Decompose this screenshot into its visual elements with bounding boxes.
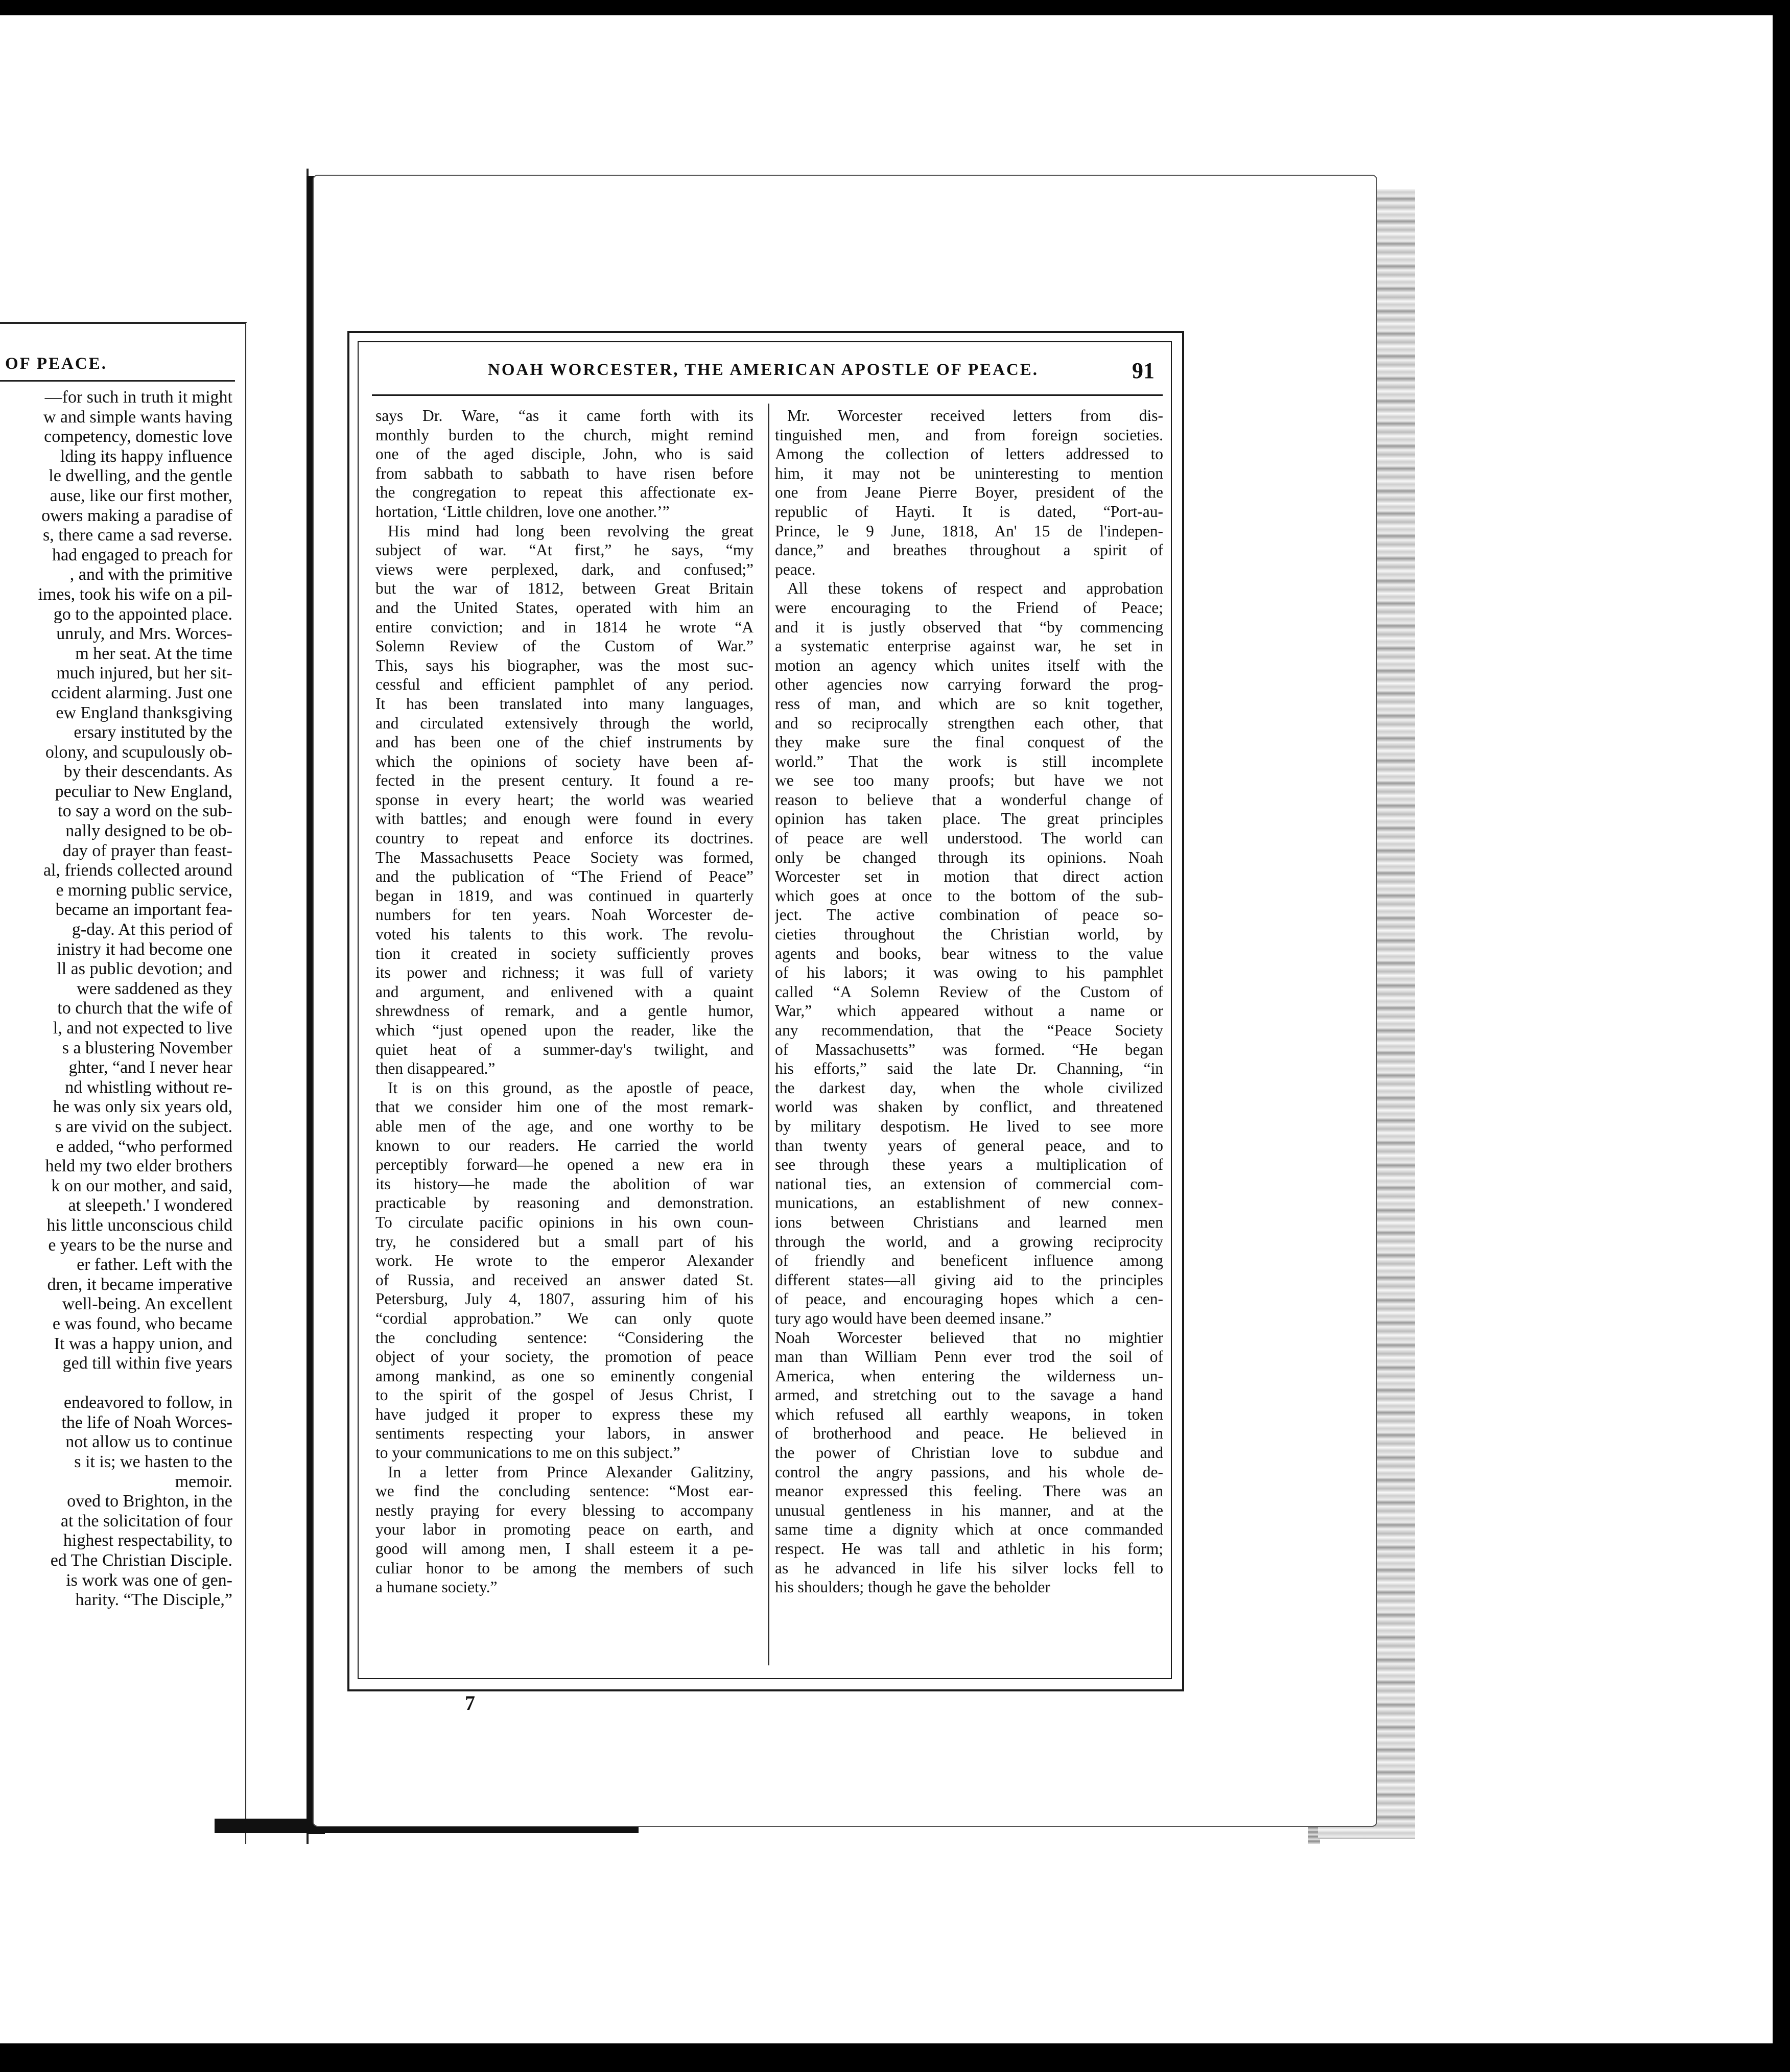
text-line: ions between Christians and learned men bbox=[775, 1213, 1163, 1231]
text-line: Among the collection of letters addressed to bbox=[775, 445, 1163, 463]
text-line: competency, domestic love bbox=[44, 427, 232, 446]
text-line: world.” That the work is still incomplete bbox=[775, 752, 1163, 770]
text-column-left bbox=[375, 406, 753, 1597]
text-line: not allow us to continue bbox=[65, 1432, 232, 1452]
text-line: of friendly and beneficent influence among bbox=[775, 1252, 1163, 1270]
text-line: one from Jeane Pierre Boyer, president of the bbox=[775, 483, 1163, 502]
text-line: ress of man, and which are so knit together, bbox=[775, 694, 1163, 713]
text-line: to the spirit of the gospel of Jesus Christ, I bbox=[375, 1386, 753, 1404]
text-line: which goes at once to the bottom of the sub- bbox=[775, 886, 1163, 905]
text-line: k on our mother, and said, bbox=[51, 1176, 232, 1195]
text-line: and circulated extensively through the world, bbox=[375, 714, 753, 732]
text-line: only be changed through its opinions. Noah bbox=[775, 848, 1163, 866]
text-line: by military despotism. He lived to see more bbox=[775, 1117, 1163, 1135]
text-line: dren, it became imperative bbox=[47, 1275, 232, 1294]
text-line: highest respectability, to bbox=[63, 1531, 232, 1550]
text-line: oved to Brighton, in the bbox=[67, 1492, 232, 1511]
text-line: m her seat. At the time bbox=[75, 644, 232, 663]
text-line: tury ago would have been deemed insane.” bbox=[775, 1309, 1052, 1327]
text-line: dance,” and breathes throughout a spirit of bbox=[775, 541, 1163, 559]
scan-border-top bbox=[0, 0, 1790, 15]
text-line: other agencies now carrying forward the prog- bbox=[775, 675, 1163, 694]
text-line: by their descendants. As bbox=[63, 762, 232, 782]
text-line: hortation, ‘Little children, love one another.’” bbox=[375, 502, 670, 521]
text-line: It is on this ground, as the apostle of peace, bbox=[388, 1078, 753, 1097]
text-line: country to repeat and enforce its doctrines. bbox=[375, 829, 753, 847]
text-line: unruly, and Mrs. Worces- bbox=[56, 624, 232, 644]
text-line: his little unconscious child bbox=[46, 1215, 232, 1235]
text-line: of his labors; it was owing to his pamphlet bbox=[775, 963, 1163, 982]
running-head bbox=[358, 358, 1170, 384]
text-line: to your communications to me on this subject.” bbox=[375, 1444, 680, 1462]
text-line: cieties throughout the Christian world, by bbox=[775, 925, 1163, 944]
text-line: imes, took his wife on a pil- bbox=[38, 584, 232, 604]
text-line: which refused all earthly weapons, in token bbox=[775, 1405, 1163, 1423]
text-line: of Russia, and received an answer dated St. bbox=[375, 1270, 753, 1289]
text-line: s it is; we hasten to the bbox=[74, 1452, 232, 1472]
text-line: through the world, and a growing reciprocity bbox=[775, 1232, 1163, 1251]
text-line: Noah Worcester believed that no mightier bbox=[775, 1328, 1163, 1347]
text-line: but the war of 1812, between Great Britain bbox=[375, 579, 753, 598]
text-line: we see too many proofs; but have we not bbox=[775, 771, 1163, 790]
text-line: ged till within five years bbox=[62, 1354, 232, 1373]
text-line: This, says his biographer, was the most suc- bbox=[375, 656, 753, 674]
text-line: unusual gentleness in his manner, and at the bbox=[775, 1501, 1163, 1519]
text-line: go to the appointed place. bbox=[53, 604, 232, 624]
text-line: peculiar to New England, bbox=[55, 782, 232, 801]
text-line: e was found, who became bbox=[52, 1314, 232, 1333]
text-line: er father. Left with the bbox=[77, 1255, 232, 1275]
scan-border-bottom bbox=[0, 2043, 1790, 2072]
text-line: and so reciprocally strengthen each other, that bbox=[775, 714, 1163, 732]
page-number: 91 bbox=[1132, 358, 1155, 383]
text-line: ersary instituted by the bbox=[74, 723, 232, 742]
text-line: which the opinions of society have been af- bbox=[375, 752, 753, 770]
text-line: respect. He was tall and athletic in his form; bbox=[775, 1540, 1163, 1558]
text-line: the life of Noah Worces- bbox=[61, 1412, 232, 1432]
scan-border-right bbox=[1773, 0, 1790, 2072]
text-line: numbers for ten years. Noah Worcester de- bbox=[375, 906, 753, 924]
text-line: called “A Solemn Review of the Custom of bbox=[775, 982, 1163, 1001]
text-line: to say a word on the sub- bbox=[58, 802, 232, 821]
text-line: good will among men, I shall esteem it a pe- bbox=[375, 1540, 753, 1558]
text-line: day of prayer than feast- bbox=[62, 841, 232, 860]
text-line: Solemn Review of the Custom of War.” bbox=[375, 637, 753, 655]
text-line: Worcester set in motion that direct action bbox=[775, 867, 1163, 886]
head-rule bbox=[372, 394, 1163, 396]
text-line: of peace, and encouraging hopes which a cen- bbox=[775, 1290, 1163, 1308]
text-line: have judged it proper to express these my bbox=[375, 1405, 753, 1423]
text-line: and has been one of the chief instruments by bbox=[375, 733, 753, 751]
text-line: w and simple wants having bbox=[43, 407, 232, 427]
text-line: work. He wrote to the emperor Alexander bbox=[375, 1252, 753, 1270]
text-line: It was a happy union, and bbox=[54, 1334, 232, 1353]
text-line: practicable by reasoning and demonstration. bbox=[375, 1194, 753, 1212]
text-line: try, he considered but a small part of his bbox=[375, 1232, 753, 1251]
text-line: at the solicitation of four bbox=[60, 1511, 232, 1531]
text-line: and it is justly observed that “by commencing bbox=[775, 618, 1163, 636]
text-line: him, it may not be uninteresting to mention bbox=[775, 464, 1163, 482]
text-line: at sleepeth.' I wondered bbox=[68, 1196, 232, 1215]
text-line: became an important fea- bbox=[55, 900, 232, 920]
text-line: Prince, le 9 June, 1818, An' 15 de l'indepen- bbox=[775, 522, 1163, 540]
text-line: al, friends collected around bbox=[43, 861, 232, 880]
column-divider bbox=[768, 404, 769, 1665]
text-line: man than William Penn ever trod the soil of bbox=[775, 1348, 1163, 1366]
text-line: able men of the age, and one worthy to be bbox=[375, 1117, 753, 1135]
text-line: of peace are well understood. The world can bbox=[775, 829, 1163, 847]
left-page-text bbox=[0, 388, 232, 1610]
text-line: It has been translated into many languages, bbox=[375, 694, 753, 713]
text-line: America, when entering the wilderness un- bbox=[775, 1367, 1163, 1385]
text-line: any recommendation, that the “Peace Society bbox=[775, 1021, 1163, 1039]
text-line: munications, an establishment of new connex- bbox=[775, 1194, 1163, 1212]
text-line: world was shaken by conflict, and threatened bbox=[775, 1098, 1163, 1116]
text-line: were saddened as they bbox=[77, 979, 232, 998]
text-line: he was only six years old, bbox=[53, 1097, 232, 1117]
text-line: which “just opened upon the reader, like the bbox=[375, 1021, 753, 1039]
text-line: To circulate pacific opinions in his own coun- bbox=[375, 1213, 753, 1231]
text-line: , and with the primitive bbox=[69, 565, 232, 584]
text-line: says Dr. Ware, “as it came forth with its bbox=[375, 407, 753, 425]
text-line: among mankind, as one so eminently congenial bbox=[375, 1367, 753, 1385]
signature-mark: 7 bbox=[465, 1691, 475, 1714]
text-line: republic of Hayti. It is dated, “Port-au- bbox=[775, 502, 1163, 521]
text-line: s a blustering November bbox=[62, 1038, 232, 1057]
text-line: were encouraging to the Friend of Peace; bbox=[775, 598, 1163, 617]
text-line: nestly praying for every blessing to accompany bbox=[375, 1501, 753, 1519]
text-line: sponse in every heart; the world was wearied bbox=[375, 790, 753, 809]
left-head-rule bbox=[0, 380, 235, 382]
text-line: In a letter from Prince Alexander Galitziny, bbox=[388, 1463, 753, 1481]
text-line: well-being. An excellent bbox=[62, 1294, 232, 1314]
text-line: began in 1819, and was continued in quarterly bbox=[375, 886, 753, 905]
text-line: views were perplexed, dark, and confused;” bbox=[375, 560, 753, 578]
text-line: its power and richness; it was full of variety bbox=[375, 963, 753, 982]
text-line: they make sure the final conquest of the bbox=[775, 733, 1163, 751]
text-line: of brotherhood and peace. He believed in bbox=[775, 1424, 1163, 1443]
text-line: same time a dignity which at once commanded bbox=[775, 1520, 1163, 1539]
text-line: His mind had long been revolving the great bbox=[388, 522, 753, 540]
text-line: and argument, and enlivened with a quaint bbox=[375, 982, 753, 1001]
text-line: lding its happy influence bbox=[60, 446, 232, 466]
text-line: of Massachusetts” was formed. “He began bbox=[775, 1040, 1163, 1058]
text-line: from sabbath to sabbath to have risen before bbox=[375, 464, 753, 482]
text-line: one of the aged disciple, John, who is said bbox=[375, 445, 753, 463]
text-line: e added, “who performed bbox=[56, 1137, 232, 1156]
text-line: and the United States, operated with him an bbox=[375, 598, 753, 617]
text-line: ll as public devotion; and bbox=[57, 959, 232, 979]
text-line: your labor in promoting peace on earth, and bbox=[375, 1520, 753, 1539]
text-line: All these tokens of respect and approbation bbox=[787, 579, 1163, 598]
text-line: is work was one of gen- bbox=[66, 1570, 232, 1590]
text-line: meanor expressed this feeling. There was an bbox=[775, 1482, 1163, 1500]
text-line: fected in the present century. It found a re- bbox=[375, 771, 753, 790]
text-line: e years to be the nurse and bbox=[48, 1235, 232, 1255]
text-line: ghter, “and I never hear bbox=[68, 1058, 232, 1077]
text-line: ccident alarming. Just one bbox=[51, 683, 232, 702]
text-line: than twenty years of general peace, and to bbox=[775, 1136, 1163, 1155]
text-line: endeavored to follow, in bbox=[63, 1393, 232, 1412]
text-line: voted his talents to this work. The revolu- bbox=[375, 925, 753, 944]
text-line: “cordial approbation.” We can only quote bbox=[375, 1309, 753, 1327]
text-line: a systematic enterprise against war, he set in bbox=[775, 637, 1163, 655]
text-line: to church that the wife of bbox=[57, 999, 232, 1018]
text-line: agents and books, bear witness to the value bbox=[775, 944, 1163, 962]
text-line: shrewdness of remark, and a gentle humor, bbox=[375, 1002, 753, 1020]
text-line bbox=[0, 1374, 232, 1394]
text-line: culiar honor to be among the members of such bbox=[375, 1559, 753, 1577]
text-line: that we consider him one of the most remark- bbox=[375, 1098, 753, 1116]
text-column-right bbox=[775, 406, 1163, 1597]
text-line: entire conviction; and in 1814 he wrote “A bbox=[375, 618, 753, 636]
text-line: s, there came a sad reverse. bbox=[43, 526, 232, 545]
text-line: the power of Christian love to subdue and bbox=[775, 1444, 1163, 1462]
text-line: his efforts,” said the late Dr. Channing, “in bbox=[775, 1059, 1163, 1078]
text-line: held my two elder brothers bbox=[45, 1157, 232, 1176]
text-line: tinguished men, and from foreign societies. bbox=[775, 426, 1163, 444]
text-line: nd whistling without re- bbox=[65, 1077, 232, 1097]
text-line: much injured, but her sit- bbox=[56, 664, 232, 683]
text-line: ause, like our first mother, bbox=[50, 486, 232, 505]
text-line: known to our readers. He carried the world bbox=[375, 1136, 753, 1155]
text-line: as he advanced in life his silver locks fell to bbox=[775, 1559, 1163, 1577]
text-line: War,” which appeared without a name or bbox=[775, 1002, 1163, 1020]
text-line: —for such in truth it might bbox=[44, 388, 232, 407]
text-line: olony, and scupulously ob- bbox=[45, 742, 232, 762]
text-line: le dwelling, and the gentle bbox=[49, 466, 232, 486]
text-line: cessful and efficient pamphlet of any period. bbox=[375, 675, 753, 694]
text-line: sentiments respecting your labors, in answer bbox=[375, 1424, 753, 1443]
text-line: the darkest day, when the whole civilized bbox=[775, 1078, 1163, 1097]
text-line: control the angry passions, and his whole de- bbox=[775, 1463, 1163, 1481]
text-line: owers making a paradise of bbox=[41, 506, 232, 525]
left-page-frame bbox=[0, 322, 247, 1844]
text-line: we find the concluding sentence: “Most ear- bbox=[375, 1482, 753, 1500]
text-line: s are vivid on the subject. bbox=[55, 1117, 232, 1136]
text-line: inistry it had become one bbox=[57, 939, 232, 959]
text-line: tion it created in society sufficiently proves bbox=[375, 944, 753, 962]
text-line: then disappeared.” bbox=[375, 1059, 496, 1078]
left-running-head: OF PEACE. bbox=[5, 355, 107, 373]
text-line: The Massachusetts Peace Society was formed, bbox=[375, 848, 753, 866]
text-line: Petersburg, July 4, 1807, assuring him of his bbox=[375, 1290, 753, 1308]
text-line: g-day. At this period of bbox=[72, 920, 232, 939]
text-line: national ties, an extension of commercial com- bbox=[775, 1174, 1163, 1193]
text-line: perceptibly forward—he opened a new era in bbox=[375, 1156, 753, 1174]
text-line: his shoulders; though he gave the beholder bbox=[775, 1578, 1050, 1596]
text-line: e morning public service, bbox=[56, 880, 232, 900]
text-line: the congregation to repeat this affectionate ex- bbox=[375, 483, 753, 502]
text-line: memoir. bbox=[175, 1472, 232, 1491]
text-line: nally designed to be ob- bbox=[65, 821, 232, 841]
text-line: ew England thanksgiving bbox=[56, 703, 232, 722]
text-line: opinion has taken place. The great principles bbox=[775, 810, 1163, 828]
text-line: monthly burden to the church, might remind bbox=[375, 426, 753, 444]
text-line: ject. The active combination of peace so- bbox=[775, 906, 1163, 924]
left-page bbox=[0, 169, 309, 1844]
text-line: with battles; and enough were found in every bbox=[375, 810, 753, 828]
text-line: armed, and stretching out to the savage a hand bbox=[775, 1386, 1163, 1404]
text-line: a humane society.” bbox=[375, 1578, 498, 1596]
text-line: different states—all giving aid to the principles bbox=[775, 1270, 1163, 1289]
text-line: quiet heat of a summer-day's twilight, and bbox=[375, 1040, 753, 1058]
text-line: had engaged to preach for bbox=[52, 545, 232, 564]
text-line: and the publication of “The Friend of Peace” bbox=[375, 867, 753, 886]
text-line: reason to believe that a wonderful change of bbox=[775, 790, 1163, 809]
text-line: object of your society, the promotion of peace bbox=[375, 1348, 753, 1366]
text-line: peace. bbox=[775, 560, 816, 578]
text-line: its history—he made the abolition of war bbox=[375, 1174, 753, 1193]
text-line: harity. “The Disciple,” bbox=[75, 1590, 232, 1610]
running-head-title: NOAH WORCESTER, THE AMERICAN APOSTLE OF PEACE. bbox=[488, 361, 1039, 379]
text-line: see through these years a multiplication of bbox=[775, 1156, 1163, 1174]
text-line: motion an agency which unites itself with the bbox=[775, 656, 1163, 674]
text-line: ed The Christian Disciple. bbox=[50, 1551, 232, 1570]
text-line: the concluding sentence: “Considering the bbox=[375, 1328, 753, 1347]
text-line: Mr. Worcester received letters from dis- bbox=[787, 407, 1163, 425]
text-line: subject of war. “At first,” he says, “my bbox=[375, 541, 753, 559]
text-line: l, and not expected to live bbox=[53, 1019, 232, 1038]
